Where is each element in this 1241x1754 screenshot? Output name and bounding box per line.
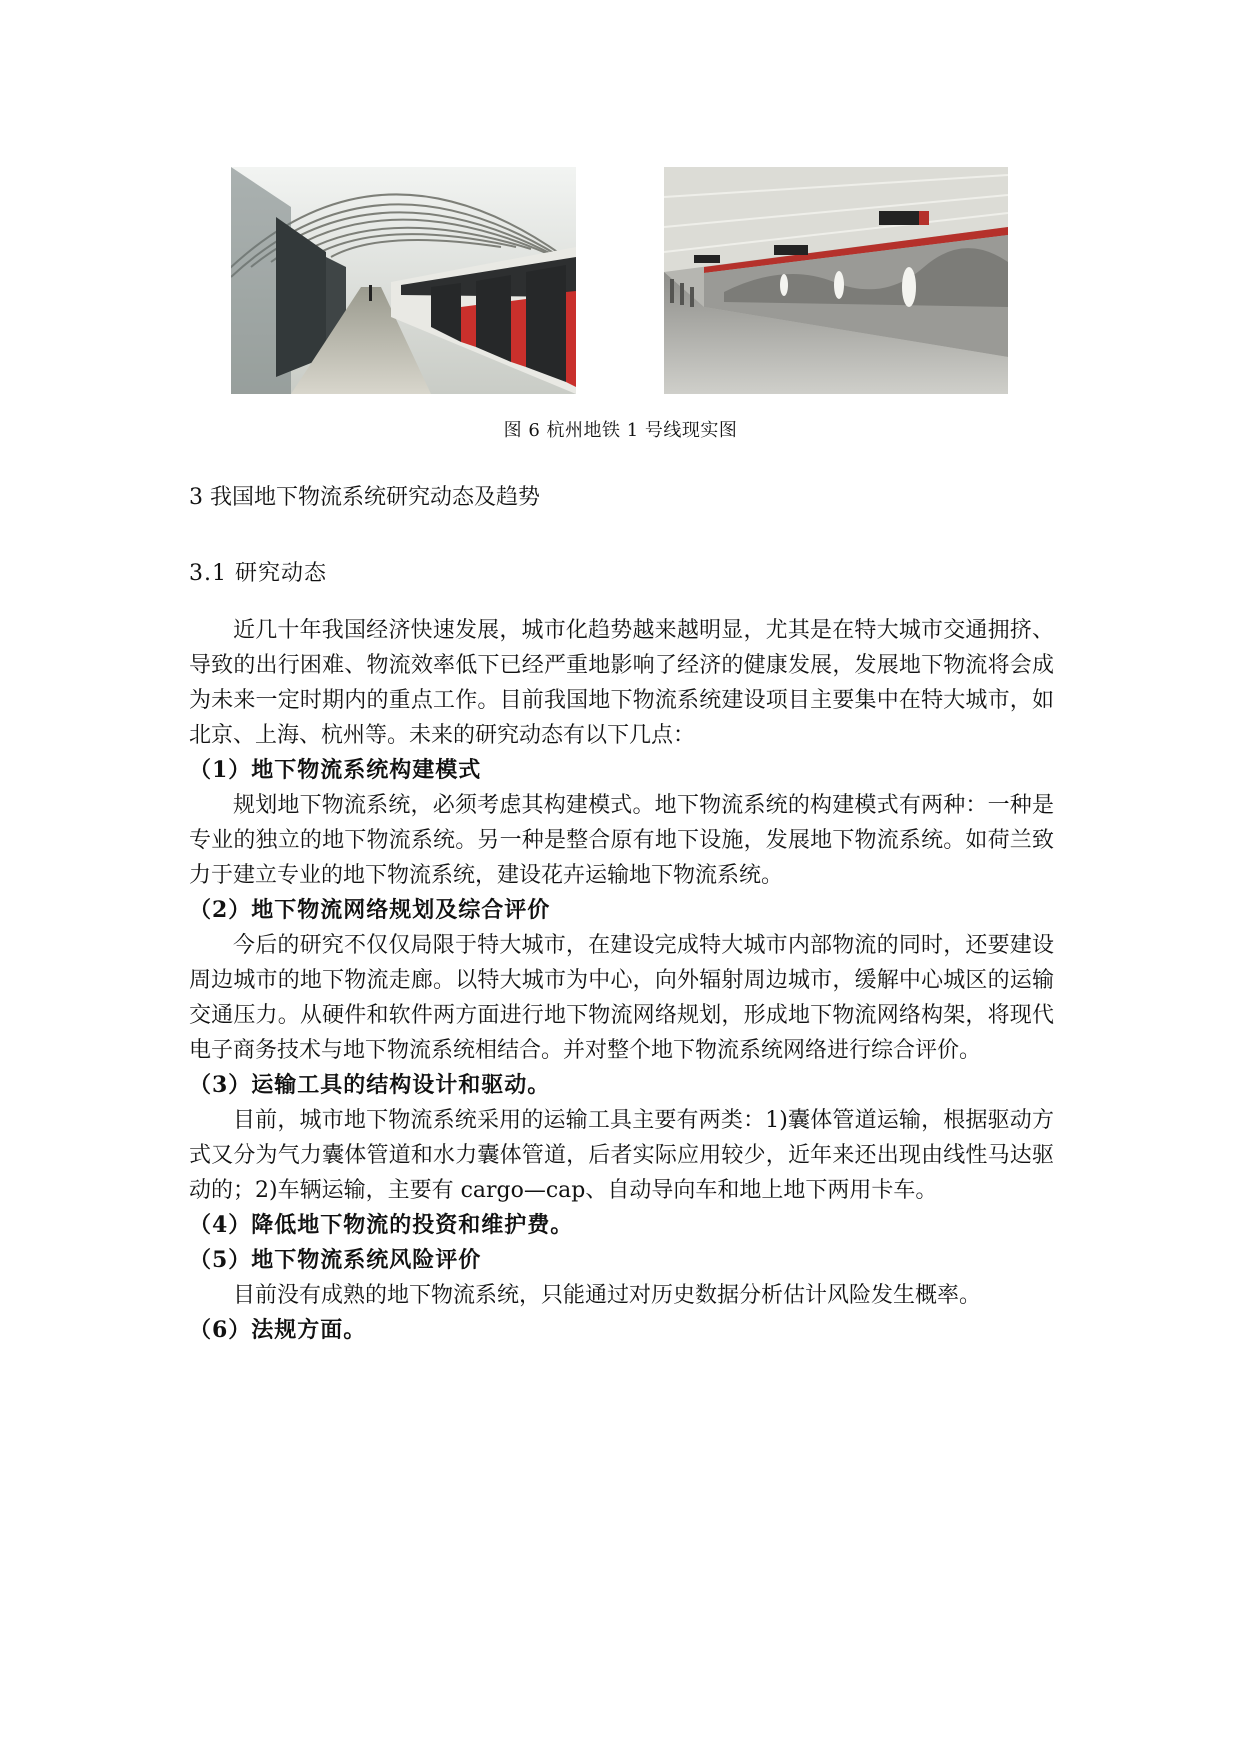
item-3-paragraph: 目前，城市地下物流系统采用的运输工具主要有两类：1)囊体管道运输，根据驱动方式又分为气力囊体管道和水力囊体管道，后者实际应用较少，近年来还出现由线性马达驱动的；2)车辆运输，主要有 cargo—cap、自动导向车和地上地下两用卡车。 xyxy=(189,1108,1054,1203)
item-1-paragraph: 规划地下物流系统，必须考虑其构建模式。地下物流系统的构建模式有两种：一种是专业的独立的地下物流系统。另一种是整合原有地下设施，发展地下物流系统。如荷兰致力于建立专业的地下物流系统，建设花卉运输地下物流系统。 xyxy=(189,793,1054,888)
item-4-heading: （4）降低地下物流的投资和维护费。 xyxy=(189,1212,574,1238)
section-title: 3 我国地下物流系统研究动态及趋势 xyxy=(189,485,540,510)
item-2-heading: （2）地下物流网络规划及综合评价 xyxy=(189,897,551,923)
intro-paragraph: 近几十年我国经济快速发展，城市化趋势越来越明显，尤其是在特大城市交通拥挤、导致的出行困难、物流效率低下已经严重地影响了经济的健康发展，发展地下物流将会成为未来一定时期内的重点工作。目前我国地下物流系统建设项目主要集中在特大城市，如北京、上海、杭州等。未来的研究动态有以下几点： xyxy=(189,618,1054,748)
item-5-paragraph: 目前没有成熟的地下物流系统，只能通过对历史数据分析估计风险发生概率。 xyxy=(233,1283,982,1308)
underground-station-hall-photo xyxy=(664,167,1008,394)
item-2-paragraph: 今后的研究不仅仅局限于特大城市，在建设完成特大城市内部物流的同时，还要建设周边城市的地下物流走廊。以特大城市为中心，向外辐射周边城市，缓解中心城区的运输交通压力。从硬件和软件两方面进行地下物流网络规划，形成地下物流网络构架，将现代电子商务技术与地下物流系统相结合。并对整个地下物流系统网络进行综合评价。 xyxy=(189,933,1054,1063)
item-1-heading: （1）地下物流系统构建模式 xyxy=(189,757,482,783)
item-3-heading: （3）运输工具的结构设计和驱动。 xyxy=(189,1072,551,1098)
item-6-heading: （6）法规方面。 xyxy=(189,1317,367,1343)
item-5-heading: （5）地下物流系统风险评价 xyxy=(189,1247,482,1273)
elevated-station-platform-photo xyxy=(231,167,576,394)
figure-caption: 图 6 杭州地铁 1 号线现实图 xyxy=(503,420,738,441)
subsection-title: 3.1 研究动态 xyxy=(189,561,327,586)
body-text xyxy=(189,613,1054,1348)
